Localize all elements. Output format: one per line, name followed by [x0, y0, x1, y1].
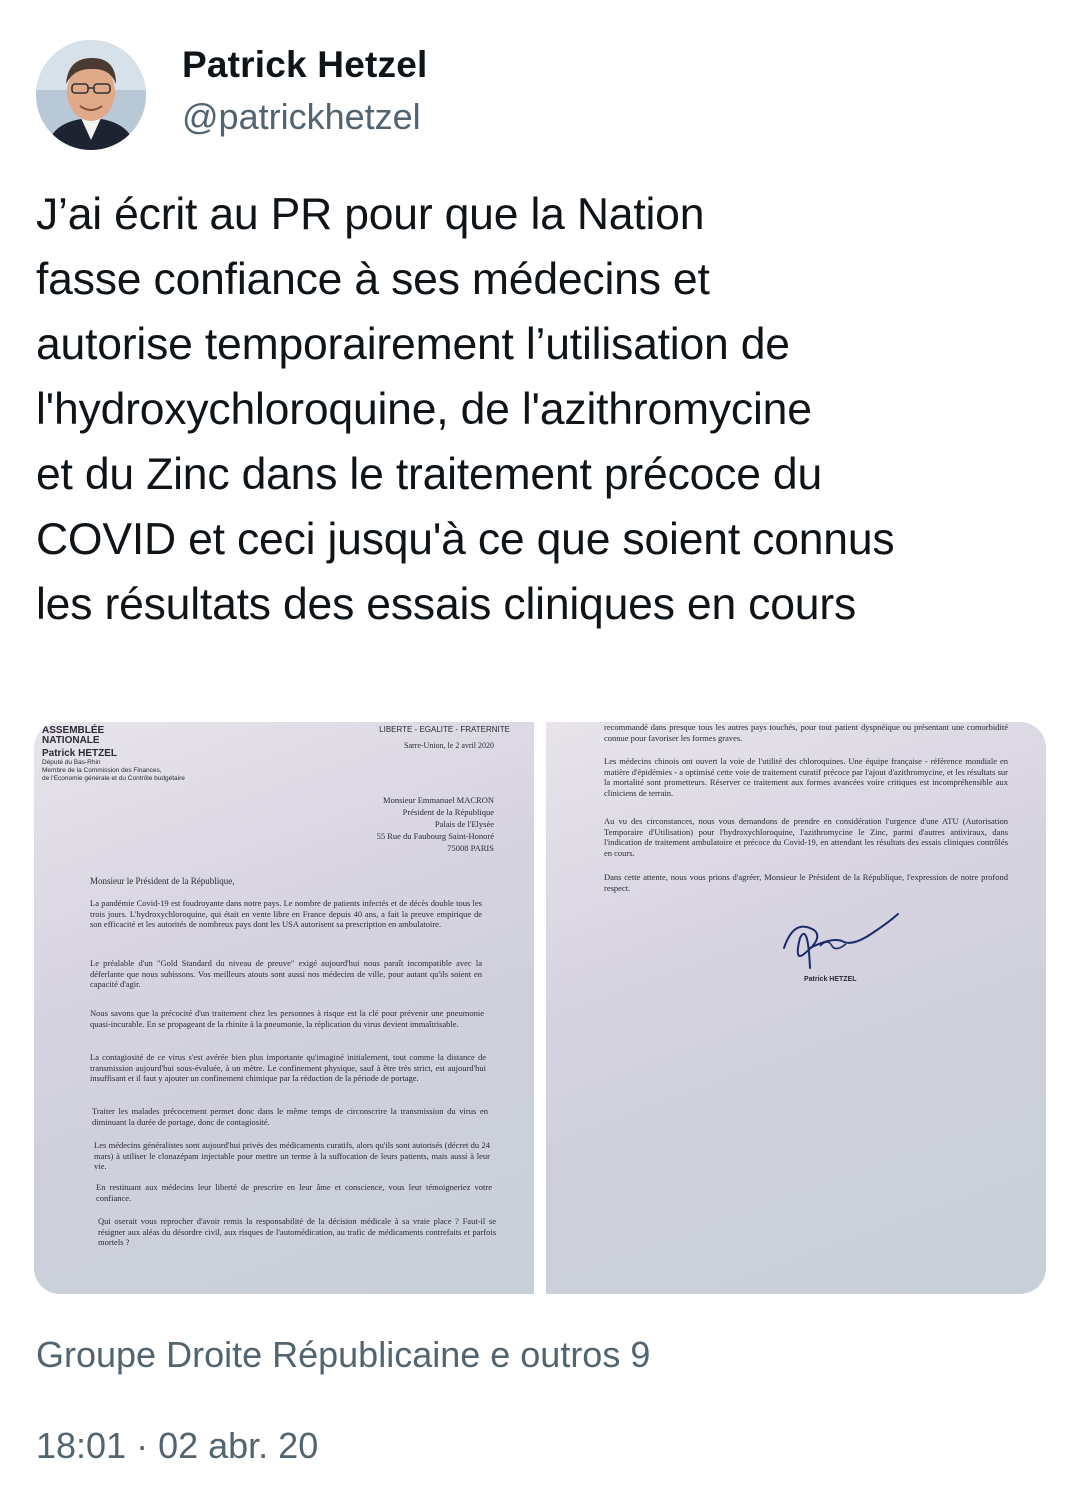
letter-page-1-photo[interactable] [34, 722, 534, 1294]
letter-paragraph: Dans cette attente, nous vous prions d'agréer, Monsieur le Président de la République, l'expression de notre profond respect. [604, 872, 1008, 893]
letter-org: ASSEMBLÉE NATIONALE [42, 725, 105, 746]
letter-date: Sarre-Union, le 2 avril 2020 [404, 741, 494, 750]
letter-paragraph: Qui oserait vous reprocher d'avoir remis la responsabilité de la décision médicale à sa vraie place ? Faut-il se résigner aux aléas du désordre civil, aux risques de l'automédication, au trafic de médicaments contrefaits et parfois mortels ? [98, 1216, 496, 1247]
letter-sender-name: Patrick HETZEL [42, 748, 118, 759]
letter-page-2-photo[interactable] [546, 722, 1046, 1294]
letter-paragraph: Nous savons que la précocité d'un traitement chez les personnes à risque est la clé pour prévenir une pneumonie quasi-incurable. En se propageant de la rhinite à la pneumonie, la réplication du virus devient immaîtrisable. [90, 1008, 484, 1029]
author-handle[interactable]: @patrickhetzel [182, 96, 421, 137]
letter-sender-block [42, 726, 185, 783]
letter-paragraph: La contagiosité de ce virus s'est avérée bien plus importante qu'imaginé initialement, tout comme la distance de transmission aujourd'hui sous-évaluée, à un mètre. Le confinement physique, sauf à être très strict, est aujourd'hui insuffisant et il faut y ajouter un confinement chimique par la réduction de la période de portage. [90, 1052, 486, 1083]
letter-paragraph: Au vu des circonstances, nous vous demandons de prendre en considération l'urgence d'une ATU (Autorisation Temporaire d'Utilisation) pour l'hydroxychloroquine, l'azithromycine le Zinc, parmi d'autres antiviraux, dans l'indication de traitement ambulatoire et précoce du Covid-19, en attendant les résultats des essais cliniques contrôlés en cours. [604, 816, 1008, 858]
tweet-media[interactable] [34, 722, 1046, 1294]
letter-paragraph: recommandé dans presque tous les autres pays touchés, pour tout patient dyspnéique ou présentant une comorbidité connue pour favoriser les formes graves. [604, 722, 1008, 743]
letter-paragraph: En restituant aux médecins leur liberté de prescrire en leur âme et conscience, vous leur témoigneriez votre confiance. [96, 1182, 492, 1203]
letter-motto: LIBERTE - EGALITE - FRATERNITE [379, 725, 510, 734]
signature-name: Patrick HETZEL [804, 976, 857, 983]
letter-paragraph: Les médecins généralistes sont aujourd'hui privés des médicaments curatifs, alors qu'ils sont autorisés (décret du 24 mars) à utiliser le clonazépam injectable pour mettre un terme à la suffocation de leurs patients, mais aussi à leur vie. [94, 1140, 490, 1171]
letter-paragraph: Le préalable d'un "Gold Standard du niveau de preuve" exigé aujourd'hui nous paraît incompatible avec la déferlante que nous subissons. Vos meilleurs atouts sont aussi nos médecins de ville, pour autant qu'ils soient en capacité d'agir. [90, 958, 482, 989]
letter-sender-titles: Député du Bas-Rhin Membre de la Commission des Finances, de l'Economie générale et du Contrôle budgétaire [42, 759, 185, 782]
letter-paragraph: Les médecins chinois ont ouvert la voie de l'utilité des chloroquines. Une équipe française - référence mondiale en matière d'épidémies - a optimisé cette voie de traitement curatif précoce par l'ajout d'azithromycine, et les résultats sur la mortalité sont prometteurs. Réserver ce traitement aux formes avancées voire critiques est incompréhensible aux cliniciens de terrain. [604, 756, 1008, 798]
tagged-accounts-link[interactable]: Groupe Droite Républicaine e outros 9 [36, 1334, 651, 1375]
signature-scribble-icon [774, 908, 904, 978]
author-display-name[interactable]: Patrick Hetzel [182, 44, 428, 85]
profile-photo-icon [36, 40, 146, 150]
letter-salutation: Monsieur le Président de la République, [90, 876, 235, 886]
letter-paragraph: Traiter les malades précocement permet donc dans le même temps de circonscrire la transmission du virus en diminuant la durée de portage, donc de contagiosité. [92, 1106, 488, 1127]
tweet-timestamp[interactable]: 18:01 · 02 abr. 20 [36, 1425, 319, 1466]
letter-recipient: Monsieur Emmanuel MACRON Président de la République Palais de l'Elysée 55 Rue du Faubourg Saint-Honoré 75008 PARIS [376, 795, 494, 853]
tweet-text: J’ai écrit au PR pour que la Nation fasse confiance à ses médecins et autorise temporairement l’utilisation de l'hydroxychloroquine, de l'azithromycine et du Zinc dans le traitement précoce du COVID et ceci jusqu'à ce que soient connus les résultats des essais cliniques en cours [36, 190, 895, 629]
avatar[interactable] [36, 40, 146, 150]
letter-paragraph: La pandémie Covid-19 est foudroyante dans notre pays. Le nombre de patients infectés et de décès double tous les trois jours. L'hydroxychloroquine, qui était en vente libre en France depuis 40 ans, a fait la preuve empirique de son efficacité et les autorités de nombreux pays dont les USA autorisent sa prescription en ambulatoire. [90, 898, 482, 929]
